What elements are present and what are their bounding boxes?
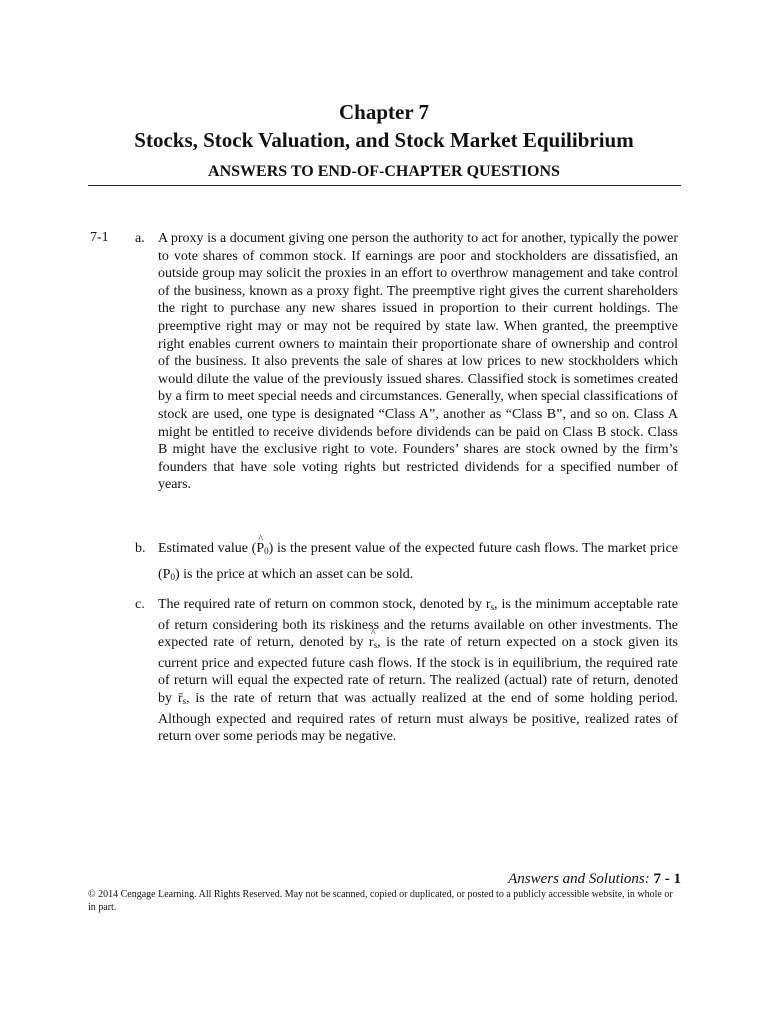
answer-item-c: [135, 596, 678, 746]
p-hat-symbol: ^ $P_0$: [256, 537, 268, 563]
item-label: b.: [135, 541, 146, 556]
page-footer: [508, 871, 681, 888]
answer-item-b: [135, 537, 678, 589]
item-label: a.: [135, 231, 145, 246]
item-text: A proxy is a document giving one person the authority to act for another, typically the power to vote shares of common stock. If earnings are poor and stockholders are dissatisfied, an outside group may solicit the proxies in an effort to overthrow management and take control of the business, known as a proxy fight. The preemptive right gives the current shareholders the right to purchase any new shares issued in proportion to their current holdings. The preemptive right may or may not be required by state law. When granted, the preemptive right enables current owners to maintain their proportionate share of ownership and control of the business. It also prevents the sale of shares at low prices to new stockholders which would dilute the value of the previously issued shares. Classified stock is sometimes created by a firm to meet special needs and circumstances. Generally, when special classifications of stock are used, one type is designated “Class A”, another as “Class B”, and so on. Class A might be entitled to receive dividends before dividends can be paid on Class B stock. Class B might have the exclusive right to vote. Founders’ shares are stock owned by the firm’s founders that have sole voting rights but restricted dividends for a specified number of years.: [158, 231, 678, 493]
page-number: 7 - 1: [653, 871, 681, 887]
title-underline: [88, 185, 681, 186]
copyright-notice: © 2014 Cengage Learning. All Rights Reserved. May not be scanned, copied or duplicated, or posted to a publicly accessible website, in whole or in part.: [88, 889, 673, 913]
footer-label: Answers and Solutions:: [508, 871, 650, 887]
chapter-title: Stocks, Stock Valuation, and Stock Market Equilibrium: [134, 128, 634, 152]
r-hat-symbol: ^ $r_s$: [369, 634, 377, 655]
item-text: Estimated value (^ $P_0$) is the present value of the expected future cash flows. The market price $(P_0)$ is the price at which an asset can be sold.: [158, 537, 678, 589]
item-label: c.: [135, 597, 145, 612]
answer-item-a: [135, 230, 678, 494]
question-number: 7-1: [90, 230, 109, 245]
section-subtitle: ANSWERS TO END-OF-CHAPTER QUESTIONS: [208, 163, 560, 180]
item-text: The required rate of return on common stock, denoted by $r_s$, is the minimum acceptable rate of return considering both its riskiness and the returns available on other investments. The expected rate of return, denoted by ^ $r_s$, is the rate of return expected on a stock given its current price and expected future cash flows. If the stock is in equilibrium, the required rate of return will equal the expected rate of return. The realized (actual) rate of return, denoted by $r̄_s$, is the rate of return that was actually realized at the end of some holding period. Although expected and required rates of return must always be positive, realized rates of return over some periods may be negative.: [158, 596, 678, 746]
chapter-heading: Chapter 7: [338, 100, 430, 124]
